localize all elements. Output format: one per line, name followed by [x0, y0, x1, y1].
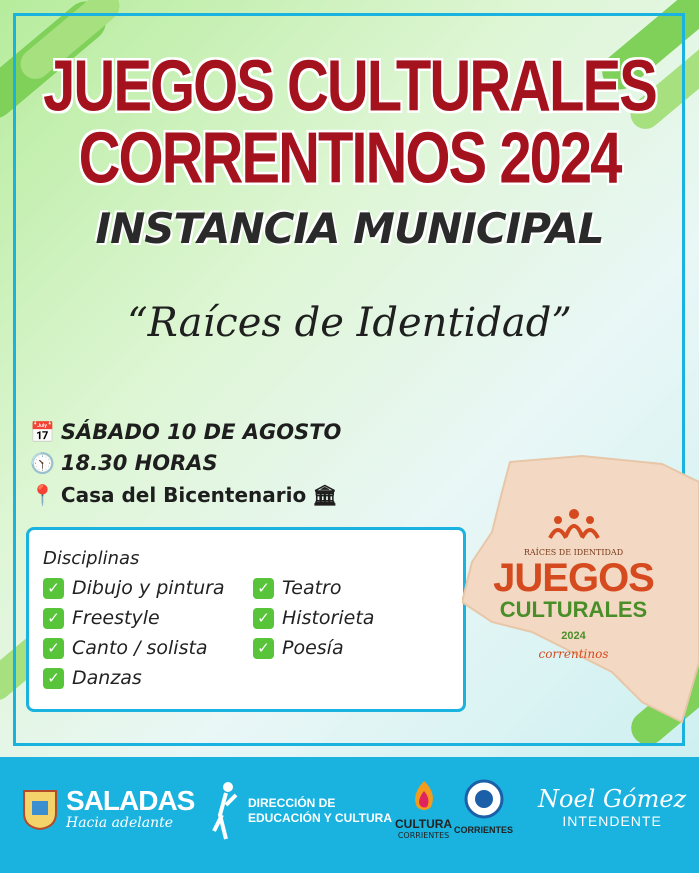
- place-line: [30, 483, 338, 507]
- disciplines-heading: Disciplinas: [43, 548, 140, 569]
- title-line-1: JUEGOS CULTURALES: [43, 45, 656, 127]
- logo-raices: RAÍCES DE IDENTIDAD: [523, 548, 624, 557]
- intendente-signature: [538, 785, 686, 829]
- saladas-logo: [20, 787, 194, 831]
- check-icon: ✓: [253, 608, 274, 629]
- dancer-icon: [212, 781, 238, 841]
- discipline-item: [253, 633, 463, 663]
- cultura-sub: CORRIENTES: [397, 831, 450, 840]
- disciplines-column-2: [253, 573, 463, 693]
- check-icon: ✓: [43, 578, 64, 599]
- check-icon: ✓: [43, 668, 64, 689]
- logo-correntinos: correntinos: [538, 647, 609, 661]
- check-icon: ✓: [253, 638, 274, 659]
- logo-culturales-text: CULTURALES: [499, 597, 648, 622]
- logo-year: 2024: [561, 630, 586, 642]
- intendente-role: INTENDENTE: [562, 813, 662, 829]
- corrientes-logo: [454, 779, 513, 835]
- discipline-item: [253, 573, 463, 603]
- time-line: [30, 451, 218, 475]
- place-text: Casa del Bicentenario: [60, 483, 307, 507]
- direccion-logo: [212, 781, 392, 841]
- calendar-icon: 📅: [30, 420, 55, 444]
- corrientes-seal-icon: [464, 779, 504, 819]
- direccion-line-1: DIRECCIÓN DE: [248, 796, 336, 810]
- pin-icon: 📍: [30, 483, 55, 507]
- clock-icon: 🕥: [30, 451, 55, 475]
- time-text: 18.30 HORAS: [60, 451, 218, 475]
- discipline-item: [43, 663, 253, 693]
- discipline-item: [43, 573, 253, 603]
- juegos-logo: [486, 508, 661, 661]
- logo-juegos: JUEGOS: [493, 556, 654, 600]
- discipline-label: Teatro: [282, 577, 342, 599]
- discipline-label: Poesía: [282, 637, 344, 659]
- cultura-flame-icon: [409, 779, 439, 813]
- footer-bar: [0, 757, 699, 873]
- discipline-label: Freestyle: [72, 607, 160, 629]
- date-line: [30, 420, 341, 444]
- classical-building-icon: 🏛: [312, 483, 338, 507]
- check-icon: ✓: [43, 608, 64, 629]
- logo-culturales: [486, 599, 661, 647]
- check-icon: ✓: [253, 578, 274, 599]
- discipline-label: Dibujo y pintura: [72, 577, 225, 599]
- direccion-line-2: EDUCACIÓN Y CULTURA: [248, 811, 393, 825]
- check-icon: ✓: [43, 638, 64, 659]
- discipline-item: [253, 603, 463, 633]
- discipline-item: [43, 603, 253, 633]
- people-logo-icon: [544, 508, 604, 542]
- saladas-tagline: Hacia adelante: [66, 815, 174, 831]
- subtitle: INSTANCIA MUNICIPAL: [95, 204, 604, 253]
- saladas-shield-icon: [20, 787, 60, 831]
- discipline-item: [43, 633, 253, 663]
- cultura-name: CULTURA: [395, 817, 453, 831]
- cultura-logo: [395, 779, 452, 840]
- intendente-name: Noel Gómez: [538, 785, 687, 813]
- discipline-label: Historieta: [282, 607, 375, 629]
- motto: “Raíces de Identidad”: [127, 300, 572, 346]
- disciplines-column-1: [43, 573, 253, 693]
- discipline-label: Danzas: [72, 667, 142, 689]
- corrientes-name: CORRIENTES: [454, 825, 514, 835]
- title-line-2: CORRENTINOS 2024: [78, 117, 621, 199]
- discipline-label: Canto / solista: [72, 637, 208, 659]
- disciplines-box: [26, 527, 466, 712]
- saladas-name: SALADAS: [66, 785, 195, 816]
- date-text: SÁBADO 10 DE AGOSTO: [60, 420, 342, 444]
